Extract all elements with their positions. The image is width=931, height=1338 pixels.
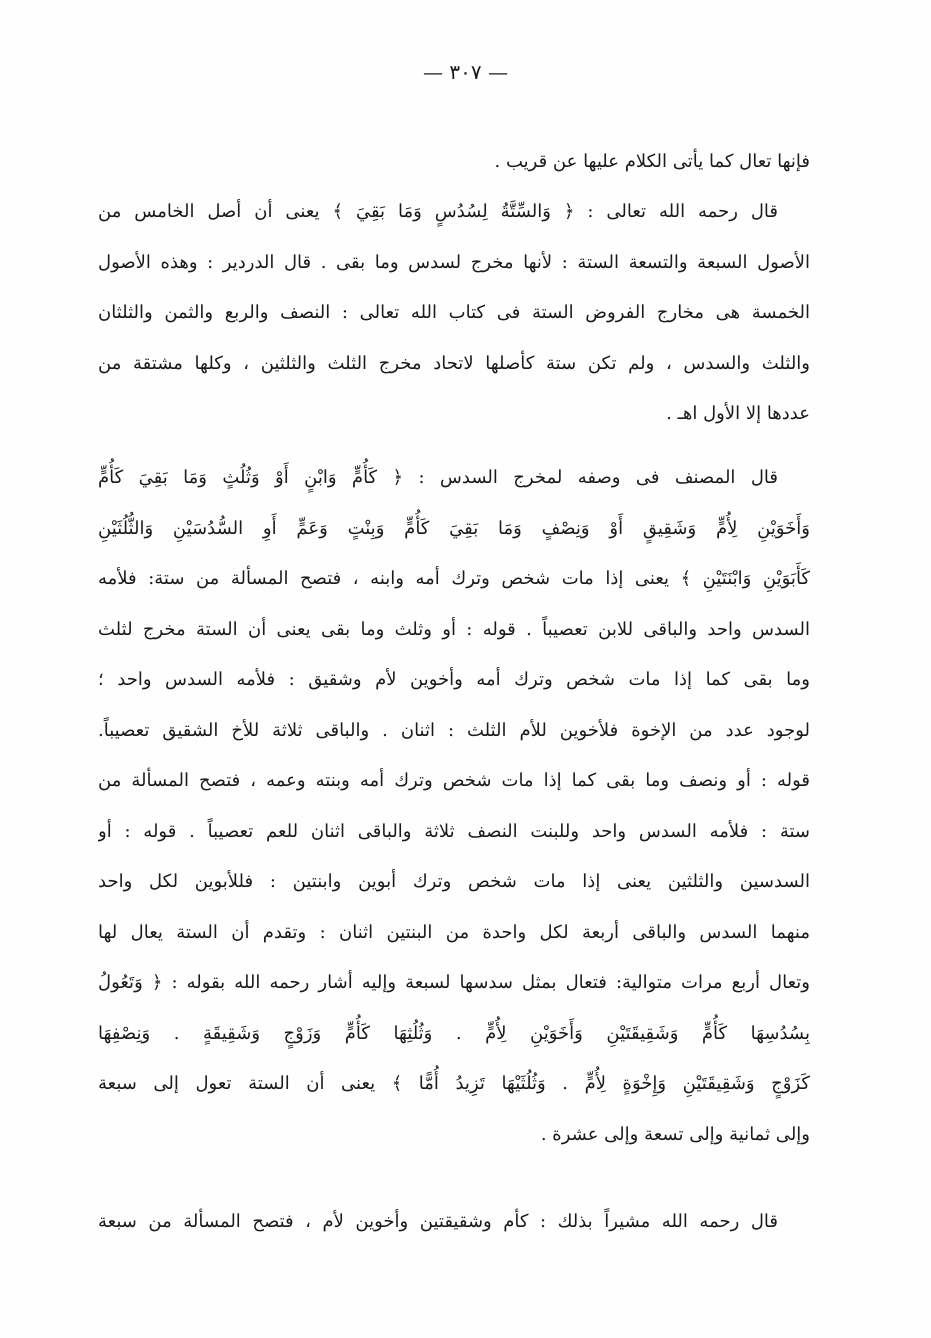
text-line: الخمسة هى مخارج الفروض الستة فى كتاب الله تعالى : النصف والربع والثمن والثلثان bbox=[98, 302, 810, 323]
text-line: فإنها تعال كما يأتى الكلام عليها عن قريب . bbox=[494, 151, 810, 172]
text-line: قوله : أو ونصف وما بقى كما إذا مات شخص وترك أمه وبنته وعمه ، فتصح المسألة من bbox=[98, 770, 810, 791]
text-line: قال المصنف فى وصفه لمخرج السدس : ﴿ كَأُمٍّ وَابْنٍ أَوْ وَثُلُثٍ وَمَا بَقِيَ كَأُمٍّ bbox=[98, 467, 778, 488]
text-line: لوجود عدد من الإخوة فلأخوين للأم الثلث : اثنان . والباقى ثلاثة للأخ الشقيق تعصيباً. bbox=[98, 719, 810, 741]
text-line: قال رحمه الله مشيراً بذلك : كأم وشقيقتين وأخوين لأم ، فتصح المسألة من سبعة bbox=[98, 1211, 778, 1232]
text-line: بِسُدُسِهَا كَأُمٍّ وَشَقِيقَتَيْنِ وَأَخَوَيْنِ لِأُمٍّ . وَثُلُثِهَا كَأُمٍّ وَزَوْجٍ وَشَقِيقَةٍ . وَنِصْفِهَا bbox=[98, 1022, 810, 1044]
page-number: — ٣٠٧ — bbox=[423, 60, 508, 84]
paragraph-sixes-origin bbox=[98, 187, 810, 440]
text-line: وتعال أربع مرات متوالية: فتعال بمثل سدسها لسبعة وإليه أشار رحمه الله بقوله : ﴿ وَتَعُولُ bbox=[98, 972, 810, 993]
text-line: وَأَخَوَيْنِ لِأُمٍّ وَشَقِيقٍ أَوْ وَنِصْفٍ وَمَا بَقِيَ كَأُمٍّ وَبِنْتٍ وَعَمٍّ أَوِ السُّدُسَيْنِ وَالثُّلُثَيْنِ bbox=[98, 517, 810, 539]
text-line: ستة : فلأمه السدس واحد وللبنت النصف ثلاثة والباقى اثنان للعم تعصيباً . قوله : أو bbox=[98, 820, 810, 842]
text-line: قال رحمه الله تعالى : ﴿ وَالسِّتَّةُ لِسُدُسٍ وَمَا بَقِيَ ﴾ يعنى أن أصل الخامس من bbox=[98, 201, 778, 222]
text-line: كَأَبَوَيْنِ وَابْنَتَيْنِ ﴾ يعنى إذا مات شخص وترك أمه وابنه ، فتصح المسألة من ستة: فلأمه bbox=[98, 568, 810, 589]
text-line: منهما السدس والباقى أربعة لكل واحدة من البنتين اثنان : وتقدم أن الستة يعال لها bbox=[98, 921, 810, 943]
text-line: عددها إلا الأول اهـ . bbox=[666, 403, 810, 424]
text-line: السدسين والثلثين يعنى إذا مات شخص وترك أبوين وابنتين : فللأبوين لكل واحد bbox=[98, 871, 810, 892]
text-line: الأصول السبعة والتسعة الستة : لأنها مخرج لسدس وما بقى . قال الدردير : وهذه الأصول bbox=[98, 251, 810, 273]
text-line: وإلى ثمانية وإلى تسعة وإلى عشرة . bbox=[540, 1123, 810, 1145]
paragraph-closing bbox=[98, 1197, 810, 1248]
text-line: السدس واحد والباقى للابن تعصيباً . قوله : أو وثلث وما بقى يعنى أن الستة مخرج لثلث bbox=[98, 618, 810, 640]
text-line: كَزَوْجٍ وَشَقِيقَتَيْنِ وَإِخْوَةٍ لِأُمٍّ . وَثُلُثَيْهَا تَزِيدُ أُمًّا ﴾ يعنى أن الستة تعول إلى سبعة bbox=[98, 1073, 810, 1094]
paragraph-author-description bbox=[98, 453, 810, 1160]
paragraph-continuation bbox=[98, 137, 810, 188]
text-line: وما بقى كما إذا مات شخص وترك أمه وأخوين لأم وشقيق : فلأمه السدس واحد ؛ bbox=[98, 669, 810, 690]
text-line: والثلث والسدس ، ولم تكن ستة كأصلها لاتحاد مخرج الثلث والثلثين ، وكلها مشتقة من bbox=[98, 352, 810, 374]
